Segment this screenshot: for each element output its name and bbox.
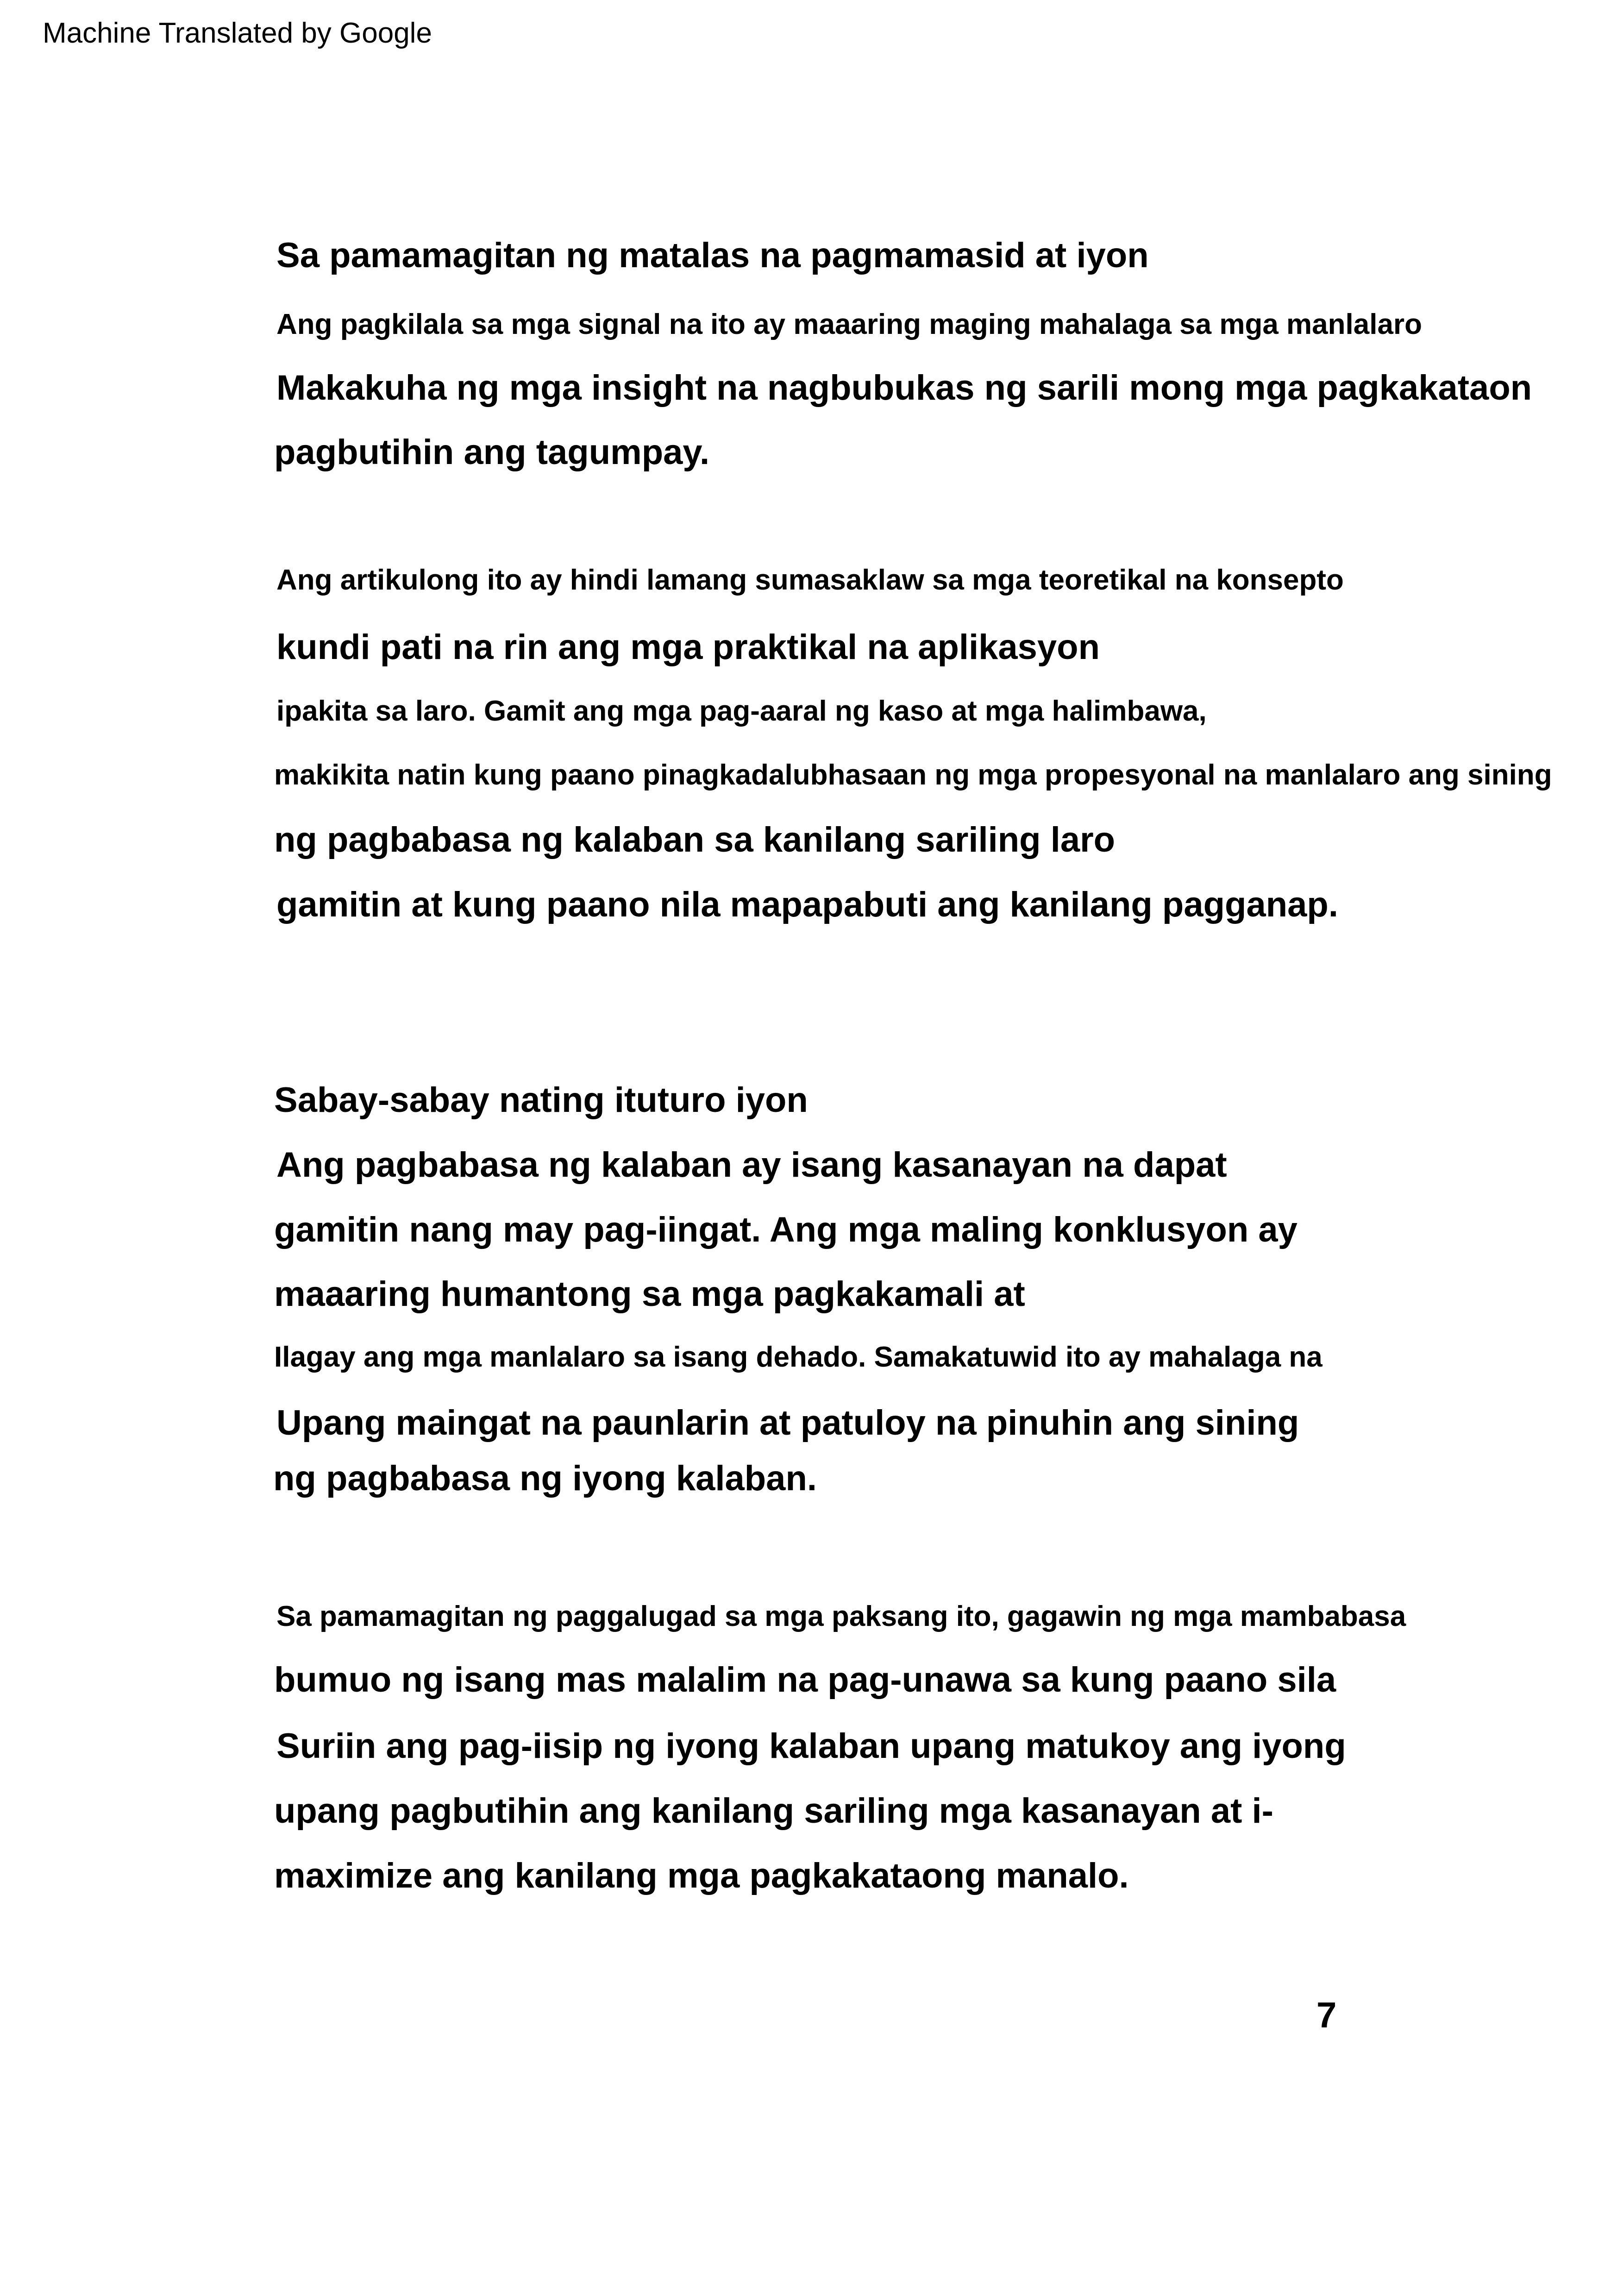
text-line: Ang pagkilala sa mga signal na ito ay maaaring maging mahalaga sa mga manlalaro	[276, 308, 1422, 340]
text-line: ipakita sa laro. Gamit ang mga pag-aaral ng kaso at mga halimbawa,	[276, 695, 1207, 727]
text-line: pagbutihin ang tagumpay.	[274, 433, 710, 472]
machine-translation-note: Machine Translated by Google	[43, 17, 432, 49]
text-line: ng pagbabasa ng iyong kalaban.	[273, 1459, 817, 1498]
text-line: gamitin at kung paano nila mapapabuti ang kanilang pagganap.	[276, 885, 1338, 924]
text-line: maaaring humantong sa mga pagkakamali at	[274, 1274, 1025, 1314]
text-line: Suriin ang pag-iisip ng iyong kalaban upang matukoy ang iyong	[276, 1726, 1346, 1766]
text-line: maximize ang kanilang mga pagkakataong manalo.	[274, 1856, 1129, 1895]
text-line: Ilagay ang mga manlalaro sa isang dehado. Samakatuwid ito ay mahalaga na	[274, 1341, 1322, 1373]
text-line: upang pagbutihin ang kanilang sariling mga kasanayan at i-	[274, 1791, 1273, 1831]
text-line: gamitin nang may pag-iingat. Ang mga maling konklusyon ay	[274, 1210, 1297, 1249]
text-line: kundi pati na rin ang mga praktikal na aplikasyon	[276, 627, 1100, 667]
text-line: Sa pamamagitan ng paggalugad sa mga paksang ito, gagawin ng mga mambabasa	[276, 1600, 1406, 1632]
text-line: Sabay-sabay nating ituturo iyon	[274, 1080, 808, 1120]
text-line: makikita natin kung paano pinagkadalubhasaan ng mga propesyonal na manlalaro ang sining	[274, 759, 1552, 791]
text-line: Sa pamamagitan ng matalas na pagmamasid at iyon	[276, 236, 1149, 275]
text-line: Ang pagbabasa ng kalaban ay isang kasanayan na dapat	[276, 1145, 1227, 1185]
text-line: Ang artikulong ito ay hindi lamang sumasaklaw sa mga teoretikal na konsepto	[276, 564, 1344, 596]
text-line: Upang maingat na paunlarin at patuloy na pinuhin ang sining	[276, 1403, 1299, 1443]
text-line: ng pagbabasa ng kalaban sa kanilang sariling laro	[274, 820, 1116, 859]
page-number: 7	[1316, 1995, 1337, 2035]
text-line: Makakuha ng mga insight na nagbubukas ng sarili mong mga pagkakataon	[276, 368, 1532, 408]
text-line: bumuo ng isang mas malalim na pag-unawa sa kung paano sila	[274, 1660, 1336, 1700]
